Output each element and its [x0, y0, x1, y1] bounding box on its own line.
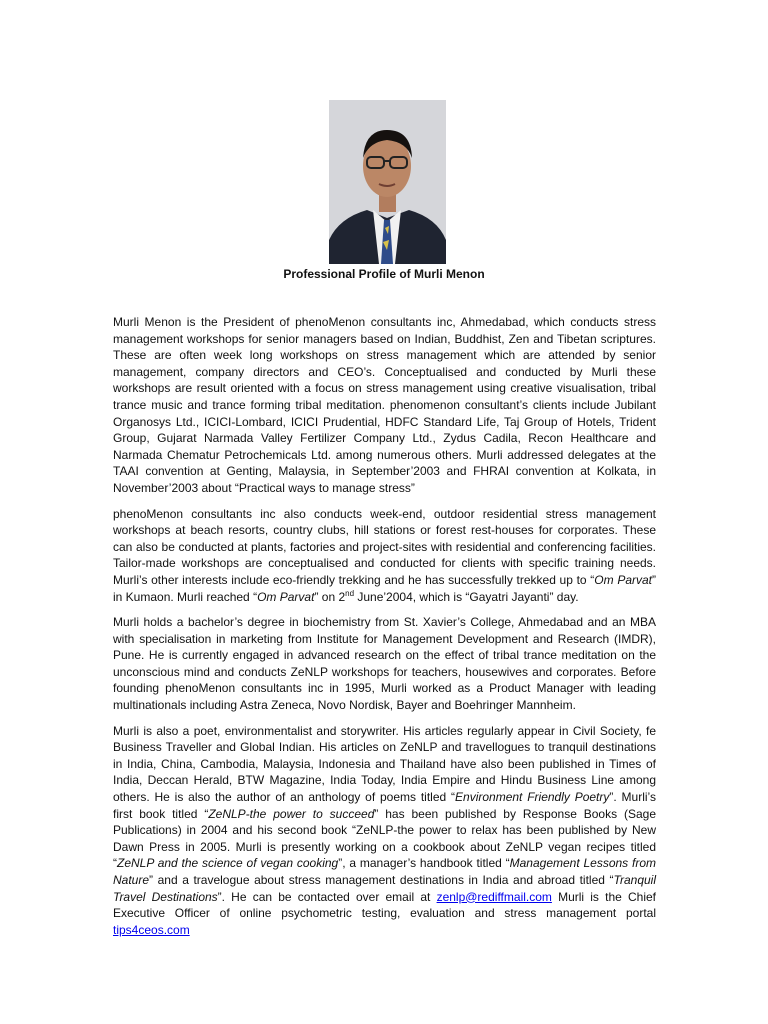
om-parvat-1: Om Parvat	[594, 572, 652, 587]
portrait-illustration	[329, 100, 446, 264]
book-title-5: Tranquil Travel Destinations	[113, 873, 656, 904]
portrait-photo	[329, 100, 446, 264]
p4-text-b: ”. Murli’s first book titled “	[113, 790, 656, 821]
book-title-3: ZeNLP and the science of vegan cooking	[117, 856, 339, 871]
paragraph-4	[113, 723, 656, 939]
page-title: Professional Profile of Murli Menon	[283, 267, 485, 281]
p4-text-g: Murli is the Chief Executive Officer of online psychometric testing, evaluation and stress management portal	[113, 889, 656, 921]
p4-text-f: ”. He can be contacted over email at	[217, 889, 437, 904]
book-title-4: Management Lessons from Nature	[113, 856, 656, 887]
portal-link[interactable]: tips4ceos.com	[113, 922, 190, 937]
p4-text-d: ”, a manager’s handbook titled “	[338, 856, 510, 871]
ordinal-suffix: nd	[345, 588, 355, 598]
p4-text-e: ” and a travelogue about stress management destinations in India and abroad titled “	[149, 873, 614, 887]
paragraph-2	[113, 506, 656, 606]
paragraph-3: Murli holds a bachelor’s degree in biochemistry from St. Xavier’s College, Ahmedabad and an MBA with specialisation in marketing from Institute for Management Development and Research (IMDR), Pune. He is currently engaged in advanced research on the effect of tribal trance meditation on the unconscious mind and conducts ZeNLP workshops for teachers, housewives and corporates. Before founding phenoMenon consultants inc in 1995, Murli worked as a Product Manager with leading multinationals including Astra Zeneca, Novo Nordisk, Bayer and Boehringer Mannheim.	[113, 615, 656, 713]
p2-text-b: ” in Kumaon. Murli reached “	[113, 572, 656, 604]
p2-text-a: phenoMenon consultants inc also conducts week-end, outdoor residential stress management workshops at beach resorts, country clubs, hill stations or forest rest-houses for corporates. These can also be conducted at plants, factories and project-sites with residential and conferencing facilities. Tailor-made workshops are conceptualised and conducted for clients with specific training needs. Murli’s other interests include eco-friendly trekking and he has successfully trekked up to “	[113, 506, 656, 587]
paragraph-1: Murli Menon is the President of phenoMenon consultants inc, Ahmedabad, which conducts stress management workshops for senior managers based on Indian, Buddhist, Zen and Tibetan scriptures. These are often week long workshops on stress management which are attended by senior management, company directors and CEO’s. Conceptualised and conducted by Murli these workshops are result oriented with a focus on stress management using creative visualisation, tribal trance music and trance forming tribal meditation. phenomenon consultant’s clients include Jubilant Organosys Ltd., ICICI-Lombard, ICICI Prudential, HDFC Standard Life, Taj Group of Hotels, Trident Group, Gujarat Narmada Valley Fertilizer Company Ltd., Zydus Cadila, Recon Healthcare and Narmada Chematur Petrochemicals Ltd. among numerous others. Murli addressed delegates at the TAAI convention at Genting, Malaysia, in September’2003 and FHRAI convention at Kolkata, in November’2003 about “Practical ways to manage stress”	[113, 315, 656, 495]
email-link[interactable]: zenlp@rediffmail.com	[436, 889, 552, 904]
p2-text-d: June’2004, which is “Gayatri Jayanti” day.	[354, 589, 579, 604]
profile-body	[113, 314, 656, 947]
p4-text-a: Murli is also a poet, environmentalist and storywriter. His articles regularly appear in Civil Society, fe Business Traveller and Global Indian. His articles on ZeNLP and travellogues to tranquil destinations in India, China, Cambodia, Malaysia, Indonesia and Thailand have also been published in Times of India, Deccan Herald, BTW Magazine, India Today, India Empire and Hindu Business Line among others. He is also the author of an anthology of poems titled “	[113, 723, 656, 805]
om-parvat-2: Om Parvat	[257, 589, 315, 604]
p2-text-c: ” on 2	[314, 589, 346, 604]
p4-text-c: ” has been published by Response Books (Sage Publications) in 2004 and his second book “ZeNLP-the power to relax has been published by New Dawn Press in 2005. Murli is presently working on a cookbook about ZeNLP vegan recipes titled “	[113, 806, 656, 871]
book-title-1: ZeNLP-the power to succeed	[208, 806, 375, 821]
poetry-title: Environment Friendly Poetry	[455, 790, 610, 805]
